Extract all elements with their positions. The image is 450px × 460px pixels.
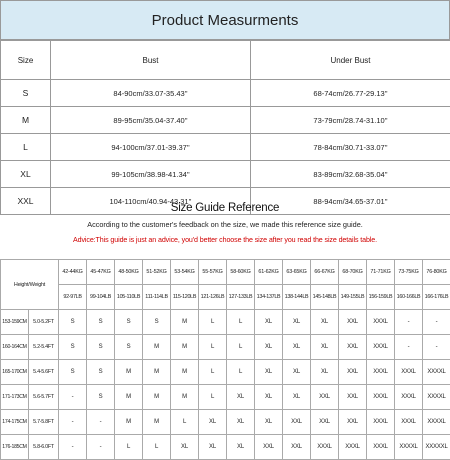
weight-kg-header: 48-50KG [115,260,143,285]
size-cell: XL [199,435,227,460]
weight-lb-header: 115-120LB [171,285,199,310]
weight-kg-header: 51-52KG [143,260,171,285]
size-cell: XL [255,360,283,385]
size-cell: XL [255,385,283,410]
size-cell: XL [199,410,227,435]
size-cell: M [143,335,171,360]
size-cell: S [87,310,115,335]
height-cm-cell: 160-164CM [1,335,29,360]
size-cell: S [59,335,87,360]
size-guide-table [0,259,450,460]
size-cell: XL [283,360,311,385]
size-cell: L [227,360,255,385]
size-cell: XL [227,410,255,435]
weight-lb-row [1,285,450,310]
size-cell: XL [171,435,199,460]
size-cell: M [171,385,199,410]
weight-lb-header: 156-159LB [367,285,395,310]
under-bust-cell: 88-94cm/34.65-37.01'' [251,188,450,215]
size-guide-row [1,410,450,435]
size-guide-row [1,435,450,460]
size-cell: L [1,134,51,161]
size-cell: M [143,385,171,410]
bust-cell: 94-100cm/37.01-39.37'' [51,134,251,161]
size-cell: L [199,310,227,335]
size-cell: XL [283,310,311,335]
size-cell: XXXXXL [423,435,450,460]
header-bust: Bust [51,41,251,80]
size-cell: M [1,107,51,134]
size-cell: L [143,435,171,460]
measurements-row [1,107,450,134]
weight-lb-header: 138-144LB [283,285,311,310]
weight-lb-header: 160-166LB [395,285,423,310]
size-cell: XXXXL [423,360,450,385]
weight-lb-header: 149-155LB [339,285,367,310]
size-cell: XXXL [367,410,395,435]
size-guide-row [1,310,450,335]
size-cell: - [59,435,87,460]
weight-kg-header: 76-80KG [423,260,450,285]
size-cell: XL [283,335,311,360]
weight-lb-header: 145-148LB [311,285,339,310]
size-cell: - [59,385,87,410]
size-cell: L [227,335,255,360]
weight-lb-header: 99-104LB [87,285,115,310]
size-cell: - [395,310,423,335]
size-cell: XXL [1,188,51,215]
size-guide-title: Size Guide Reference [0,202,450,214]
size-cell: XL [1,161,51,188]
size-cell: L [115,435,143,460]
size-guide-advice: Advice:This guide is just an advice, you'd better choose the size after you read the size details table. [0,236,450,244]
size-guide-row [1,335,450,360]
height-ft-cell: 5.6-5.7FT [29,385,59,410]
under-bust-cell: 78-84cm/30.71-33.07'' [251,134,450,161]
size-cell: XXL [283,410,311,435]
size-cell: XXXL [367,360,395,385]
size-cell: XXXL [339,435,367,460]
bust-cell: 99-105cm/38.98-41.34'' [51,161,251,188]
size-cell: XL [311,310,339,335]
weight-kg-header: 42-44KG [59,260,87,285]
size-cell: L [199,360,227,385]
bust-cell: 104-110cm/40.94-43.31'' [51,188,251,215]
size-cell: S [59,310,87,335]
size-cell: M [115,410,143,435]
weight-lb-header: 166-176LB [423,285,450,310]
height-ft-cell: 5.8-6.0FT [29,435,59,460]
weight-kg-header: 63-65KG [283,260,311,285]
measurements-header-row [1,41,450,80]
height-cm-cell: 153-159CM [1,310,29,335]
weight-kg-header: 73-75KG [395,260,423,285]
weight-lb-header: 127-133LB [227,285,255,310]
size-cell: L [227,310,255,335]
weight-lb-header: 92-97LB [59,285,87,310]
size-guide-row [1,360,450,385]
size-cell: XXL [339,310,367,335]
size-cell: XXXXL [395,435,423,460]
size-cell: XXXL [311,435,339,460]
bust-cell: 84-90cm/33.07-35.43'' [51,80,251,107]
size-cell: XXXL [367,310,395,335]
size-cell: XXXL [367,435,395,460]
size-cell: - [423,310,450,335]
measurements-row [1,134,450,161]
under-bust-cell: 83-89cm/32.68-35.04'' [251,161,450,188]
under-bust-cell: 68-74cm/26.77-29.13'' [251,80,450,107]
size-cell: - [59,410,87,435]
height-cm-cell: 174-175CM [1,410,29,435]
size-cell: XXL [339,410,367,435]
size-cell: L [199,385,227,410]
size-guide-row [1,385,450,410]
size-cell: M [171,335,199,360]
size-cell: XXXXL [423,410,450,435]
height-ft-cell: 5.2-5.4FT [29,335,59,360]
weight-kg-header: 45-47KG [87,260,115,285]
size-cell: XXL [311,410,339,435]
size-cell: XL [227,385,255,410]
height-weight-label: Height/Weight [1,260,59,310]
size-cell: XXXL [367,335,395,360]
size-cell: - [423,335,450,360]
height-ft-cell: 5.7-5.8FT [29,410,59,435]
height-ft-cell: 5.0-5.2FT [29,310,59,335]
size-cell: M [115,385,143,410]
height-cm-cell: 165-170CM [1,360,29,385]
size-cell: M [171,360,199,385]
weight-lb-header: 111-114LB [143,285,171,310]
size-guide-note: According to the customer's feedback on the size, we made this reference size guide. [0,220,450,229]
size-cell: XXL [255,435,283,460]
size-cell: XL [255,310,283,335]
size-cell: - [395,335,423,360]
size-cell: XXL [339,335,367,360]
height-cm-cell: 171-173CM [1,385,29,410]
size-cell: - [87,435,115,460]
weight-kg-header: 68-70KG [339,260,367,285]
measurements-row [1,161,450,188]
size-cell: M [143,410,171,435]
weight-kg-header: 58-60KG [227,260,255,285]
size-cell: XL [255,410,283,435]
size-cell: XXXL [395,360,423,385]
size-cell: XL [283,385,311,410]
size-cell: S [1,80,51,107]
size-cell: - [87,410,115,435]
size-cell: XXL [311,385,339,410]
size-cell: S [87,385,115,410]
weight-lb-header: 105-110LB [115,285,143,310]
weight-kg-header: 53-54KG [171,260,199,285]
weight-kg-header: 55-57KG [199,260,227,285]
size-cell: S [115,335,143,360]
size-cell: M [171,310,199,335]
weight-kg-row [1,260,450,285]
measurements-table [0,40,450,215]
height-ft-cell: 5.4-5.6FT [29,360,59,385]
header-size: Size [1,41,51,80]
bust-cell: 89-95cm/35.04-37.40'' [51,107,251,134]
size-cell: M [143,360,171,385]
size-cell: S [59,360,87,385]
header-under-bust: Under Bust [251,41,450,80]
measurements-row [1,80,450,107]
weight-kg-header: 61-62KG [255,260,283,285]
size-cell: S [143,310,171,335]
measurements-title: Product Measurments [0,0,450,40]
size-cell: XXL [283,435,311,460]
weight-kg-header: 66-67KG [311,260,339,285]
weight-kg-header: 71-71KG [367,260,395,285]
size-cell: M [115,360,143,385]
size-cell: L [199,335,227,360]
size-cell: S [115,310,143,335]
size-cell: S [87,360,115,385]
size-cell: XXXL [395,410,423,435]
size-cell: XL [255,335,283,360]
size-cell: L [171,410,199,435]
size-cell: XXXXL [423,385,450,410]
under-bust-cell: 73-79cm/28.74-31.10'' [251,107,450,134]
size-cell: XXL [339,360,367,385]
size-cell: XXXL [367,385,395,410]
size-cell: XXXL [395,385,423,410]
size-cell: S [87,335,115,360]
size-cell: XL [311,335,339,360]
size-cell: XL [227,435,255,460]
weight-lb-header: 134-137LB [255,285,283,310]
size-cell: XL [311,360,339,385]
weight-lb-header: 121-126LB [199,285,227,310]
height-cm-cell: 176-185CM [1,435,29,460]
size-cell: XXL [339,385,367,410]
